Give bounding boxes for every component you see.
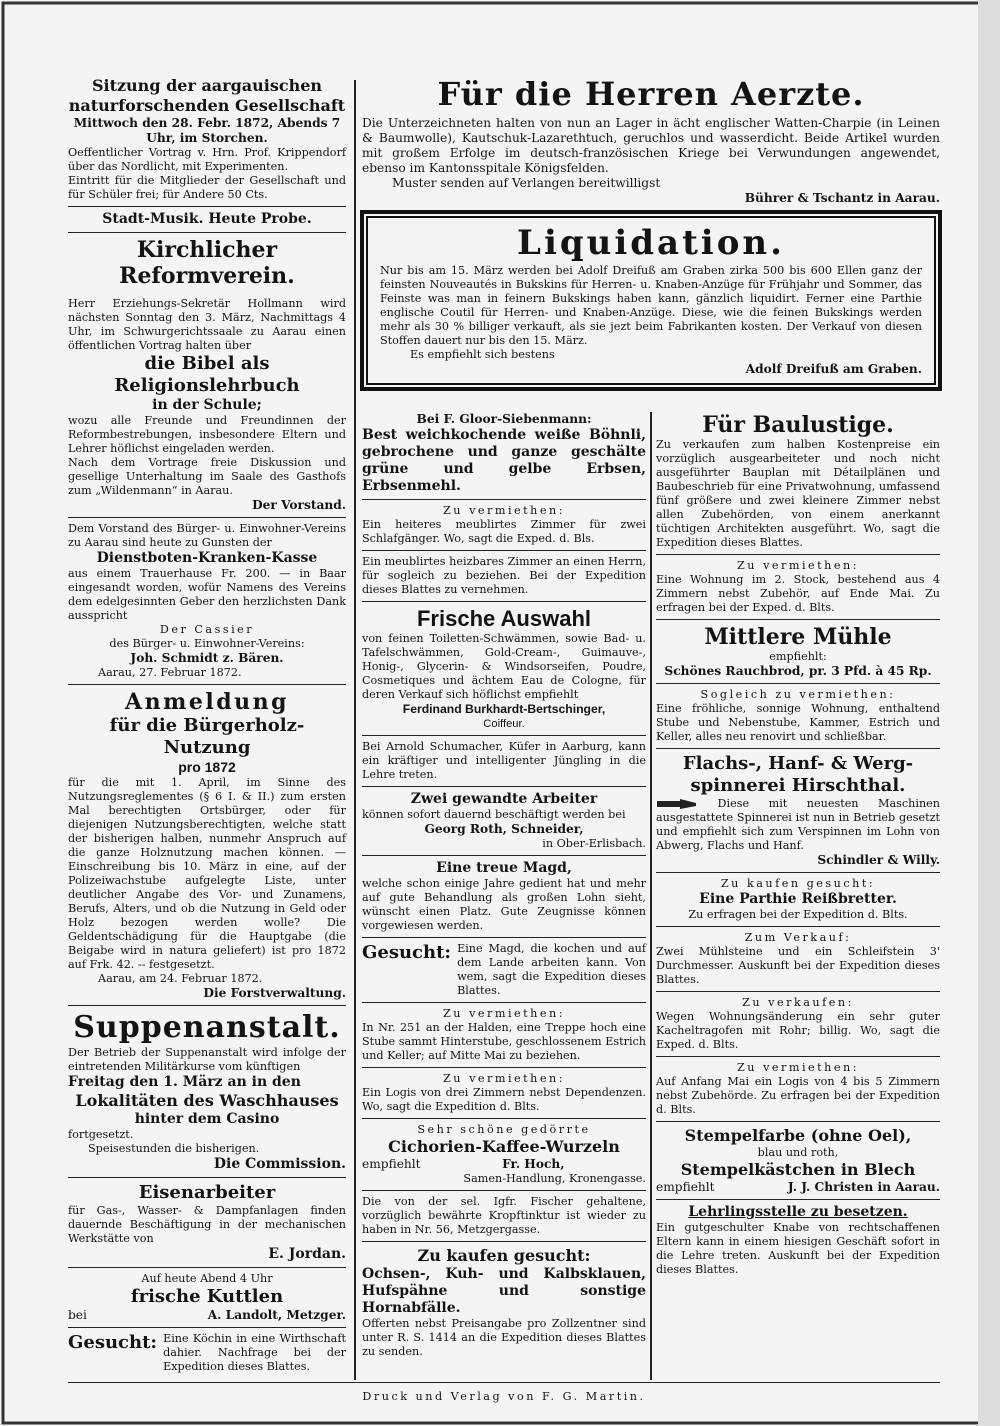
ad-title: Zwei gewandte Arbeiter (410, 791, 598, 807)
ad-koechin (68, 1332, 346, 1374)
ad-head: Gesucht: (68, 1332, 158, 1353)
ad-body: Auf Anfang Mai ein Logis von 4 bis 5 Zimmern nebst Zubehörde. Zu erfragen bei der Expedition d. Blts. (656, 1075, 940, 1116)
ad-signature: E. Jordan. (268, 1246, 346, 1262)
ad-body: Ein Logis von drei Zimmern nebst Dependenzen. Wo, sagt die Expedition d. Blts. (362, 1086, 646, 1113)
ad-title: Eine Parthie Reißbretter. (699, 891, 897, 907)
ad-body: Offerten nebst Preisangabe pro Zollzentner sind unter R. S. 1414 an die Expedition dieses Blattes zu senden. (362, 1317, 646, 1358)
ad-body: Zu verkaufen zum halben Kostenpreise ein vorzüglich ausgearbeiteter und noch nicht ausgeführter Bauplan mit Détailplänen und Baubeschrieb für eine Privatwohnung, umfassend fünf größere und zwei kleinere Zimmer nebst allen Zubehörden, von einem anerkannt tüchtigen Architekten ausgeführt. Wo, sagt die Expedition dieses Blattes. (656, 438, 940, 549)
ad-pre: bei (68, 1308, 87, 1322)
ad-title: Zu kaufen gesucht: (417, 1246, 591, 1265)
ad-head: Zu verkaufen: (742, 996, 854, 1009)
ad-role: Coiffeur. (483, 718, 525, 730)
ad-signature: Die Forstverwaltung. (203, 986, 346, 1000)
ad-body: Best weichkochende weiße Böhnli, gebrochene und ganze geschälte grüne und gelbe Erbsen, Erbsenmehl. (362, 427, 646, 494)
ad-date: Mittwoch den 28. Febr. 1872, Abends 7 Uhr, im Storchen. (73, 116, 341, 145)
ad-body: Bei Arnold Schumacher, Küfer in Aarburg, kann ein kräftiger und intelligenter Jüngling in die Lehre treten. (362, 740, 646, 781)
ad-title: frische Kuttlen (130, 1286, 284, 1307)
ad-body: Zu erfragen bei der Expedition d. Blts. (688, 908, 908, 921)
ad-role: Samen-Handlung, Kronengasse. (463, 1172, 646, 1185)
ad-head: Zu vermiethen: (443, 504, 565, 517)
ad-baulustige (656, 412, 940, 550)
ad-body: Oeffentlicher Vortrag v. Hrn. Prof. Krippendorf über das Nordlicht, mit Experimenten. (68, 146, 346, 173)
ad-title: Lehrlingsstelle zu besetzen. (688, 1204, 908, 1220)
ad-body: Schönes Rauchbrod, pr. 3 Pfd. à 45 Rp. (664, 664, 932, 678)
ad-items: Ochsen-, Kuh- und Kalbsklauen, Hufspähne und sonstige Hornabfälle. (362, 1266, 646, 1316)
ad-body: Ein meublirtes heizbares Zimmer an einen Herrn, für sogleich zu beziehen. Bei der Expedition dieses Blattes zu vernehmen. (362, 555, 646, 596)
ad-place: Lokalitäten des Waschhauses (75, 1091, 339, 1110)
ad-title: Für die Herren Aerzte. (437, 75, 865, 113)
ad-body: Eine Köchin in eine Wirthschaft dahier. Nachfrage bei der Expedition dieses Blattes. (163, 1332, 346, 1373)
ad-body: Ein heiteres meublirtes Zimmer für zwei Schlafgänger. Wo, sagt die Exped. d. Bls. (362, 518, 646, 545)
ad-frische-auswahl (362, 606, 646, 731)
ad-logis (362, 1072, 646, 1114)
ad-cichorien (362, 1123, 646, 1186)
ad-body: Eine fröhliche, sonnige Wohnung, enthaltend Stube und Nebenstube, Kammer, Estrich und Keller, alles neu renovirt und schließbar. (656, 702, 940, 743)
ad-pre: empfiehlt (362, 1157, 421, 1171)
pointing-hand-icon (656, 797, 698, 811)
ad-signature: Adolf Dreifuß am Graben. (745, 362, 922, 376)
column-rule-right (650, 412, 652, 1380)
ad-body: Zwei Mühlsteine und ein Schleifstein 3' Durchmesser. Auskunft bei der Expedition dieses Blattes. (656, 945, 940, 986)
ad-stempelfarbe (656, 1126, 940, 1195)
ad-kuttlen (68, 1272, 346, 1323)
ad-reissbretter (656, 877, 940, 922)
ad-krankenkasse (68, 522, 346, 680)
ad-title: Suppenanstalt. (73, 1010, 341, 1045)
ad-cont: fortgesetzt. (68, 1128, 134, 1141)
column-middle-lower (362, 412, 646, 1363)
ad-close: Es empfiehlt sich bestens (410, 348, 555, 361)
ad-body: Wegen Wohnungsänderung ein sehr guter Kacheltragofen mit Rohr; billig. Wo, sagt die Exped. d. Blts. (656, 1010, 940, 1051)
ad-date: Aarau, 27. Februar 1872. (98, 666, 242, 679)
ad-kropftinktur (362, 1195, 646, 1237)
ad-body: Eine Magd, die kochen und auf dem Lande arbeiten kann. Von wem, sagt die Expedition dieses Blattes. (457, 942, 646, 997)
ad-title: Sitzung der aargauischen naturforschenden Gesellschaft (68, 76, 346, 115)
ad-signature: Die Commission. (213, 1156, 346, 1172)
footer-rule (68, 1382, 940, 1383)
ad-head: Gesucht: (362, 942, 452, 963)
footer-imprint: Druck und Verlag von F. G. Martin. (362, 1390, 646, 1403)
ad-body: Dem Vorstand des Bürger- u. Einwohner-Vereins zu Aarau sind heute zu Gunsten der (68, 522, 346, 549)
ad-head: Zu vermiethen: (737, 559, 859, 572)
ad-klauen (362, 1246, 646, 1359)
ad-title-2: Stempelkästchen in Blech (680, 1160, 916, 1179)
ad-signature: A. Landolt, Metzger. (207, 1308, 346, 1322)
ad-head: Zu vermiethen: (443, 1007, 565, 1020)
ad-signature: J. J. Christen in Aarau. (787, 1180, 940, 1194)
ad-signature: Schindler & Willy. (817, 853, 940, 867)
column-rule-left (354, 80, 356, 1380)
ad-suppenanstalt (68, 1010, 346, 1173)
ad-body: Eine Wohnung im 2. Stock, bestehend aus 4 Zimmern nebst Zubehör, auf Ende Mai. Zu erfragen bei der Exped. d. Blts. (656, 573, 940, 614)
ad-head: Sehr schöne gedörrte (417, 1123, 591, 1136)
ad-kacheltragofen (656, 996, 940, 1052)
ad-muehlsteine (656, 931, 940, 987)
ad-gloor (362, 412, 646, 495)
ad-head: Zu kaufen gesucht: (720, 877, 876, 890)
ad-sub: blau und roth, (757, 1146, 839, 1159)
ad-reformverein (68, 237, 346, 513)
ad-gesucht-magd (362, 942, 646, 998)
ad-place: in Ober-Erlisbach. (542, 837, 646, 850)
ad-head: Sogleich zu vermiethen: (700, 688, 896, 701)
ad-sonnige-wohnung (656, 688, 940, 744)
ad-place-2: hinter dem Casino (134, 1111, 280, 1127)
ad-stadt-musik: Stadt-Musik. Heute Probe. (102, 211, 312, 227)
ad-topic: die Bibel als Religionslehrbuch (114, 353, 300, 396)
ad-title: Eisenarbeiter (138, 1182, 276, 1203)
ad-title: Cichorien-Kaffee-Wurzeln (388, 1137, 620, 1156)
ad-signature: Ferdinand Burkhardt-Bertschinger, (402, 702, 606, 716)
ad-stube (362, 1007, 646, 1063)
ad-title-2: spinnerei Hirschthal. (690, 775, 906, 796)
ad-lehrlingsstelle (656, 1204, 940, 1277)
ad-org: des Bürger- u. Einwohner-Vereins: (109, 637, 305, 650)
ad-title: Mittlere Mühle (704, 624, 892, 650)
ad-title: Eine treue Magd, (436, 860, 572, 876)
ad-body: für die mit 1. April, im Sinne des Nutzungsreglementes (§ 6 I. & II.) zum ersten Mal berechtigten Ortsbürger, oder für diejenigen Nutzungsberechtigten, welche statt der bisherigen halben, nunmehr Anspruch auf die ganze Holznutzung machen können. — Einschreibung bis 10. März in eine, auf der Polizeiwachstube aufgelegte Liste, unter deutlicher Angabe des Vor- und Zunamens, Berufs, Alters, und ob die Nutzung in Geld oder Holz bezogen werden wolle? Die Geldentschädigung für die Hauptgabe (die Beigabe wird in natura geliefert) ist pro 1872 auf Frk. 42. -- festgesetzt. (68, 776, 346, 971)
ad-line: Auf heute Abend 4 Uhr (141, 1272, 273, 1285)
ad-body: Der Betrieb der Suppenanstalt wird infolge der eintretenden Militärkurse vom künftigen (68, 1046, 346, 1073)
ad-entry: Eintritt für die Mitglieder der Gesellschaft und für Schüler frei; für Andere 50 Cts. (68, 174, 346, 201)
ad-buergerholz (68, 689, 346, 1001)
ad-pre: empfiehlt (656, 1180, 715, 1194)
ad-body: von feinen Toiletten-Schwämmen, sowie Bad- u. Tafelschwämmen, Gold-Cream-, Guimauve-, Honig-, Glycerin- & Windsorseifen, Poudre, Cosmetiques und ächtem Eau de Cologne, für deren Verkauf sich höflichst empfiehlt (362, 632, 646, 701)
ad-title-1: Flachs-, Hanf- & Werg- (682, 753, 914, 774)
ad-body: Die Unterzeichneten halten von nun an Lager in ächt englischer Watten-Charpie (in Leinen & Baumwolle), Kautschuk-Lazarethtuch, geruchlos und wasserdicht. Beide Artikel wurden mit großem Erfolge im deutsch-französischen Kriege bei Verwundungen angewendet, ebenso im Kantonsspitale Königsfelden. (362, 116, 940, 175)
ad-samples: Muster senden auf Verlangen bereitwilligst (392, 176, 661, 190)
ad-title: Stempelfarbe (ohne Oel), (684, 1126, 912, 1145)
ad-zimmer-2 (362, 555, 646, 597)
ad-body: Die von der sel. Igfr. Fischer gehaltene, vorzüglich bewährte Kropftinktur ist wieder zu haben in Nr. 56, Metzgergasse. (362, 1195, 646, 1236)
ad-wohnung (656, 559, 940, 615)
ad-body: für Gas-, Wasser- & Dampfanlagen finden dauernde Beschäftigung in der mechanischen Werkstätte von (68, 1204, 346, 1245)
ad-head: Zu vermiethen: (443, 1072, 565, 1085)
ad-logis-mai (656, 1061, 940, 1117)
ad-head: Zum Verkauf: (744, 931, 852, 944)
ad-topic-2: in der Schule; (152, 397, 262, 413)
ad-title-2: für die Bürgerholz-Nutzung (109, 715, 305, 758)
ad-title: Liquidation. (517, 223, 785, 263)
ad-signature: Georg Roth, Schneider, (424, 822, 584, 836)
ad-body: welche schon einige Jahre gedient hat und mehr auf gute Behandlung als großen Lohn sieht, wünscht einen Platz. Gute Zeugnisse können vorgewiesen werden. (362, 877, 646, 932)
ad-naturforschende-gesellschaft (68, 76, 346, 202)
ad-date: Freitag den 1. März an in den (68, 1074, 301, 1090)
ad-title: Für Baulustige. (702, 412, 894, 438)
column-left (68, 76, 346, 1378)
ad-date: Aarau, am 24. Februar 1872. (98, 972, 263, 985)
ad-title-1: Anmeldung (125, 689, 289, 715)
ad-schumacher (362, 740, 646, 782)
ad-spinnerei (656, 753, 940, 868)
ad-role: Der Cassier (159, 623, 255, 636)
ad-zimmer-1 (362, 504, 646, 546)
ad-muehle (656, 624, 940, 679)
ad-body: Ein gutgeschulter Knabe von rechtschaffenen Eltern kann in einem hiesigen Geschäft sofort in die Lehre treten. Auskunft bei der Expedition dieses Blattes. (656, 1221, 940, 1276)
ad-liquidation (362, 212, 940, 389)
ad-body: Diese mit neuesten Maschinen ausgestattete Spinnerei ist nun in Betrieb gesetzt und empfiehlt sich zum Verspinnen im Lohn von Abwerg, Flachs und Hanf. (656, 797, 940, 852)
ad-herren-aerzte (362, 76, 940, 206)
ad-after: Nach dem Vortrage freie Diskussion und gesellige Unterhaltung im Saale des Gasthofs zum „Wildenmann“ in Aarau. (68, 456, 346, 497)
ad-title-3: pro 1872 (178, 759, 236, 775)
ad-signature: Der Vorstand. (252, 498, 346, 512)
ad-title: Frische Auswahl (416, 606, 591, 631)
ad-head: Zu vermiethen: (737, 1061, 859, 1074)
ad-pre: empfiehlt: (769, 650, 827, 663)
ad-signature: Joh. Schmidt z. Bären. (130, 651, 284, 665)
ad-magd (362, 860, 646, 933)
ad-eisenarbeiter (68, 1182, 346, 1263)
ad-body: In Nr. 251 an der Halden, eine Treppe hoch eine Stube sammt Hinterstube, geschlossenem Estrich und Keller; auf Mitte Mai zu beziehen. (362, 1021, 646, 1062)
ad-title: Kirchlicher Reformverein. (119, 237, 295, 289)
ad-signature: Bührer & Tschantz in Aarau. (744, 191, 940, 205)
ad-arbeiter (362, 791, 646, 851)
ad-head: Bei F. Gloor-Siebenmann: (416, 412, 592, 426)
column-right-lower (656, 412, 940, 1281)
ad-hours: Speisestunden die bisherigen. (88, 1142, 260, 1155)
ad-body-2: aus einem Trauerhause Fr. 200. — in Baar eingesandt worden, wofür Namens des Vereins dem edelgesinnten Geber den herzlichsten Dank ausspricht (68, 567, 346, 622)
ad-body: wozu alle Freunde und Freundinnen der Reformbestrebungen, insbesondere Eltern und Lehrer höflichst eingeladen werden. (68, 414, 346, 455)
column-right-top (362, 76, 940, 397)
ad-intro: Herr Erziehungs-Sekretär Hollmann wird nächsten Sonntag den 3. März, Nachmittags 4 Uhr, im Schwurgerichtssaale zu Aarau einen öffentlichen Vortrag halten über (68, 297, 346, 352)
ad-signature: Fr. Hoch, (502, 1157, 565, 1171)
ad-body: Nur bis am 15. März werden bei Adolf Dreifuß am Graben zirka 500 bis 600 Ellen ganz der feinsten Nouveautés in Bukskins für Herren- u. Knaben-Anzüge für Frühjahr und Sommer, das Feinste was man in feinern Bukskings haben kann, gänzlich liquidirt. Ferner eine Parthie englische Coutil für Herren- und Knaben-Anzüge. Diese, wie die feinen Bukskings werden mehr als 30 % billiger verkauft, als sie jezt beim Fabrikanten kosten. Der Verkauf von diesen Stoffen dauert nur bis den 15. März. (380, 264, 922, 347)
ad-body: können sofort dauernd beschäftigt werden bei (362, 808, 626, 821)
ad-title: Dienstboten-Kranken-Kasse (96, 550, 318, 566)
